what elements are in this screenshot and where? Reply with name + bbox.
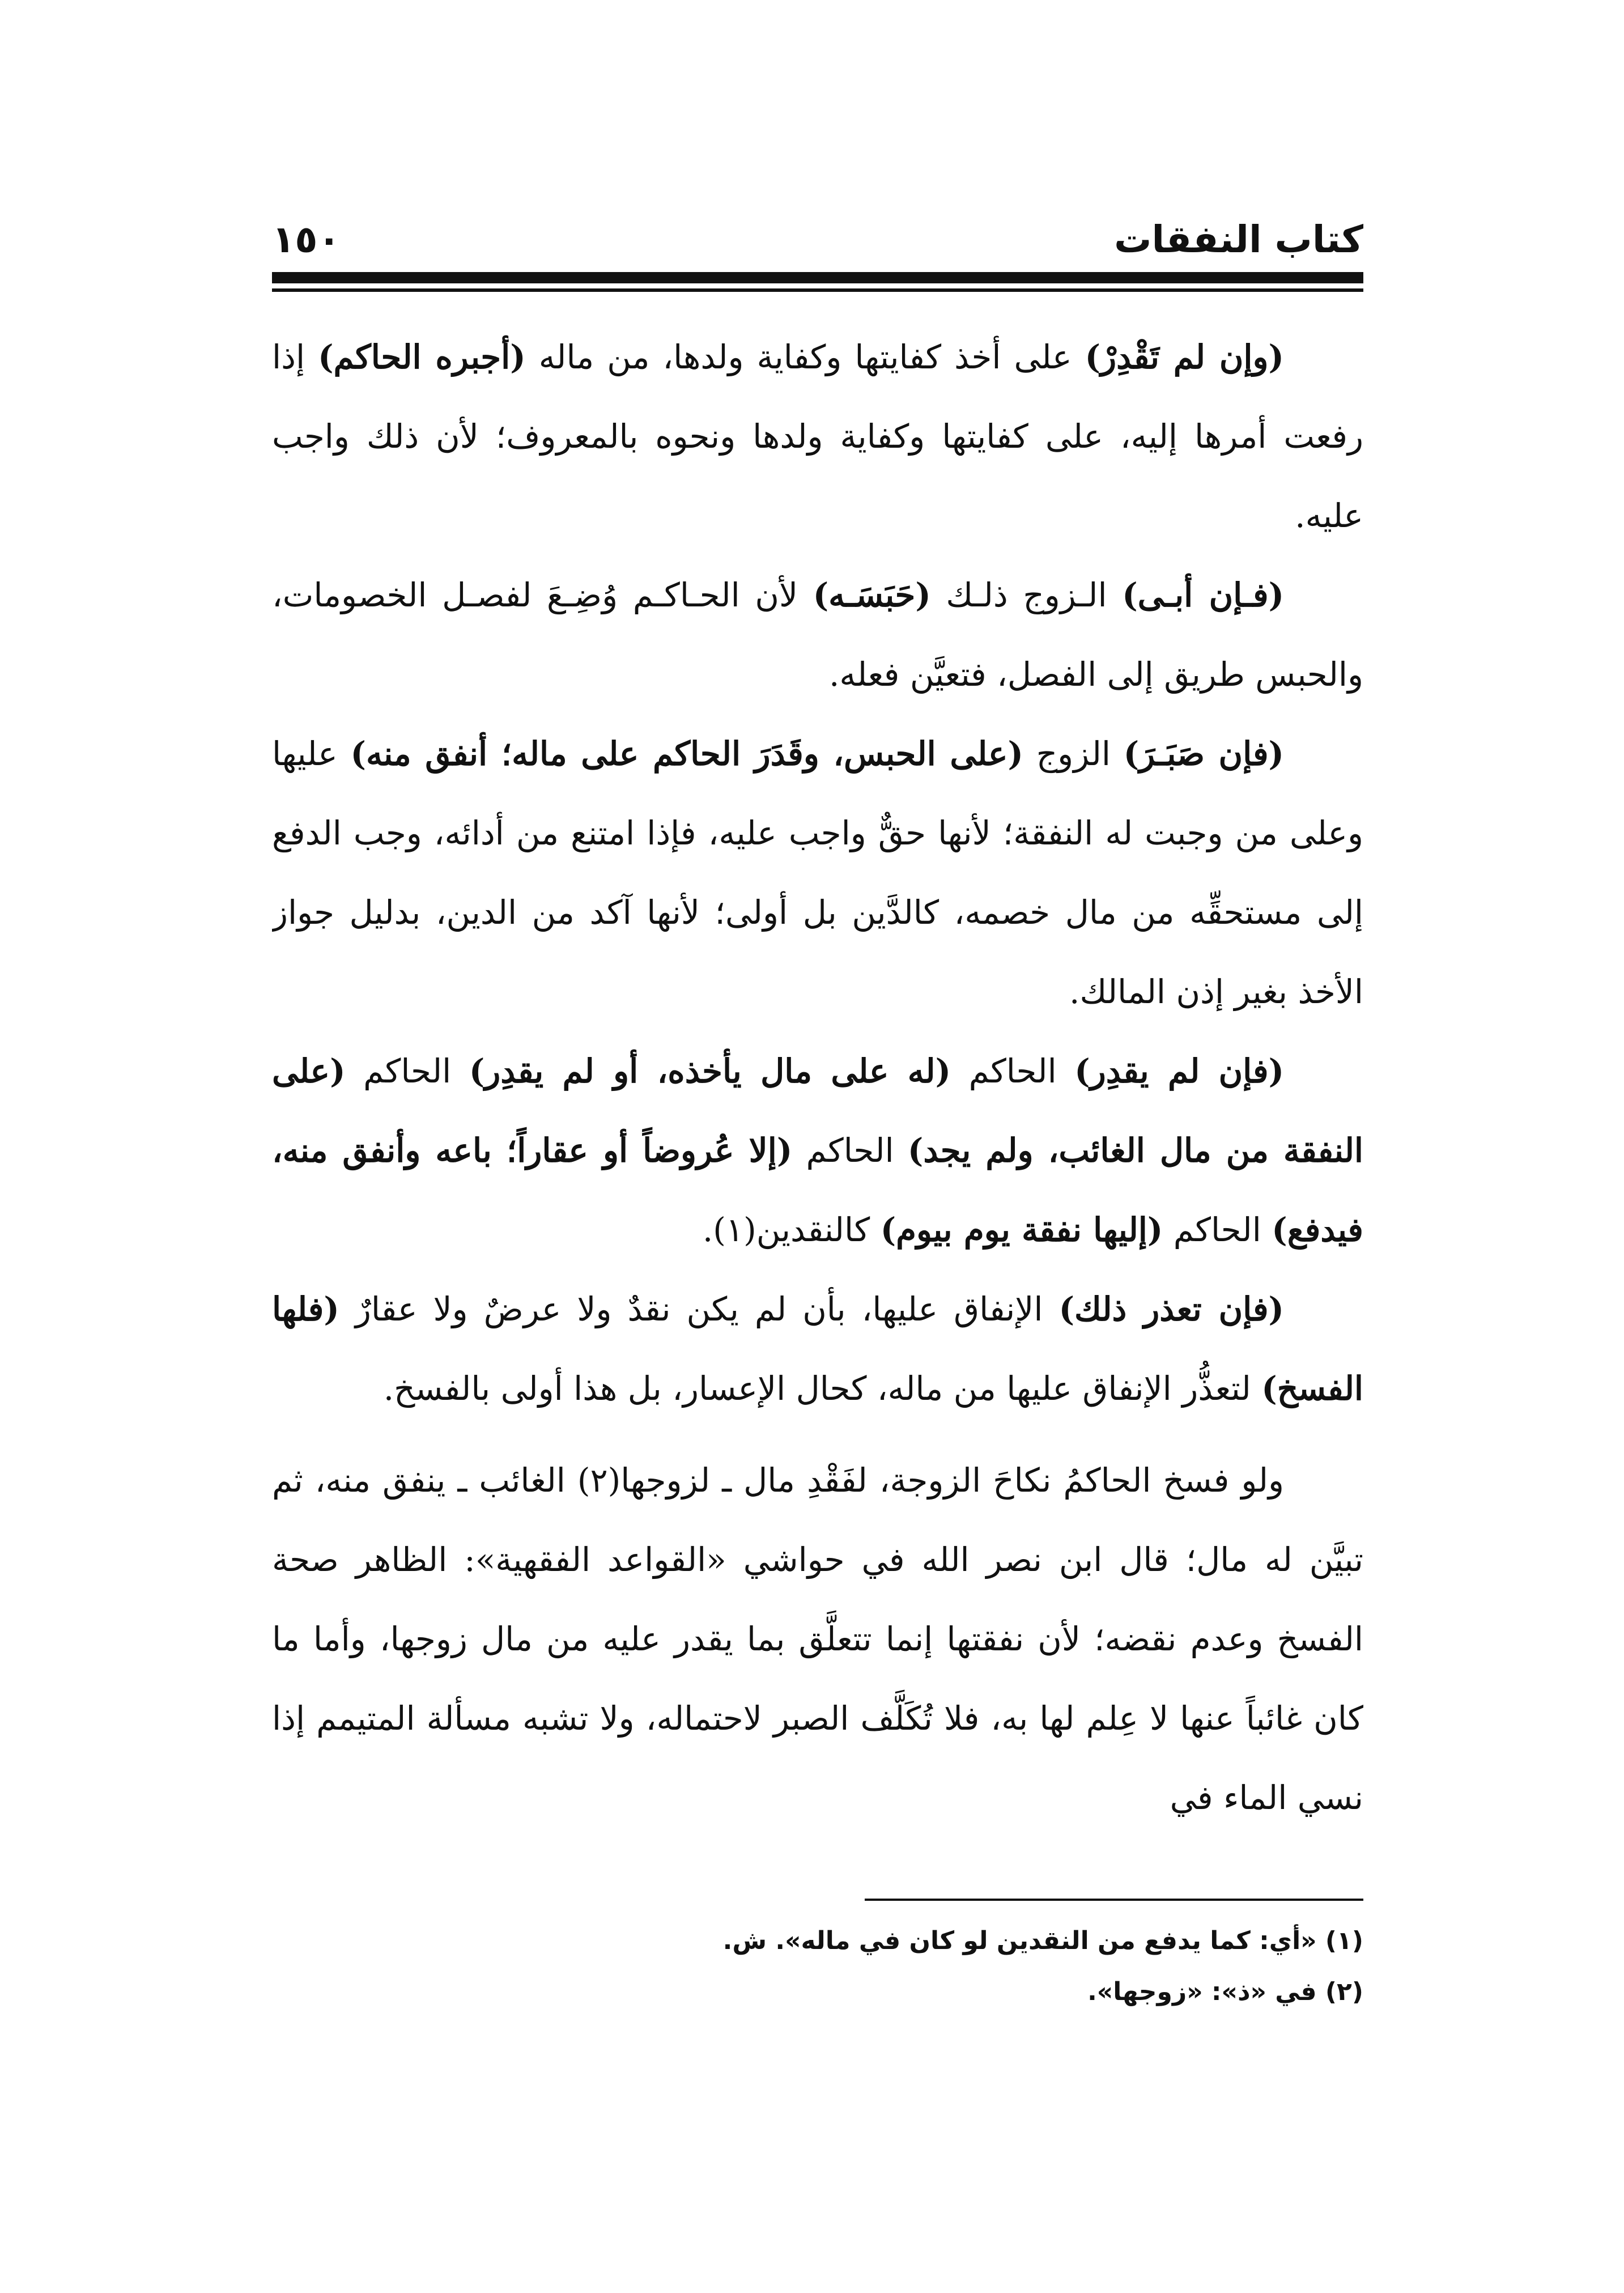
footnote-2: (٢) في «ذ»: «زوجها». bbox=[1087, 1977, 1363, 2006]
sharh-text: الحاكم bbox=[951, 1052, 1075, 1090]
bold-matn-text: (فإن صَبَـرَ) bbox=[1123, 734, 1284, 773]
sharh-text: الـزوج ذلـك bbox=[930, 576, 1123, 614]
bold-matn-text: (وإن لم تَقْدِرْ) bbox=[1085, 338, 1285, 376]
paragraph bbox=[272, 317, 1363, 555]
sharh-text: ولو فسخ الحاكمُ نكاحَ الزوجة، لفَقْدِ مال ـ لزوجها(٢) الغائب ـ ينفق منه، ثم تبيَّن له مال؛ قال ابن نصر الله في حواشي «القواعد الفقهية»: الظاهر صحة الفسخ وعدم نقضه؛ لأن نفقتها إنما تتعلَّق بما يقدر عليه من مال زوجها، وأما ما كان غائباً عنها لا عِلم لها به، فلا تُكَلَّف الصبر لاحتماله، ولا تشبه مسألة المتيمم إذا نسي الماء في bbox=[272, 1461, 1363, 1817]
paragraph bbox=[272, 714, 1363, 1031]
header-rule bbox=[272, 272, 1363, 292]
footnote-divider bbox=[865, 1899, 1363, 1901]
header-rule-thin bbox=[272, 288, 1363, 292]
paragraph bbox=[272, 1441, 1363, 1825]
bold-matn-text: (له على مال يأخذه، أو لم يقدِر) bbox=[469, 1052, 951, 1090]
page-number: ١٥٠ bbox=[272, 218, 341, 261]
bold-matn-text: (فإن تعذر ذلك) bbox=[1058, 1290, 1285, 1328]
bold-matn-text: (حَبَسَـه) bbox=[813, 576, 931, 614]
bold-matn-text: (على الحبس، وقَدَرَ الحاكم على ماله؛ أنفق منه) bbox=[350, 734, 1023, 773]
book-title: كتاب النفقات bbox=[1114, 218, 1363, 261]
sharh-text: عليها وعلى من وجبت له النفقة؛ لأنها حقٌّ واجب عليه، فإذا امتنع من أدائه، وجب الدفع إلى مستحقِّه من مال خصمه، كالدَّين بل أولى؛ لأنها آكد من الدين، بدليل جواز الأخذ بغير إذن المالك. bbox=[272, 734, 1363, 1011]
bold-matn-text: (فإن لم يقدِر) bbox=[1074, 1052, 1285, 1090]
sharh-text: على أخذ كفايتها وكفاية ولدها، من ماله bbox=[525, 338, 1085, 376]
bold-matn-text: (إلا عُروضاً أو عقاراً؛ باعه وأنفق منه، فيدفع) bbox=[272, 1131, 1363, 1249]
sharh-text: الإنفاق عليها، بأن لم يكن نقدٌ ولا عرضٌ ولا عقارٌ bbox=[339, 1290, 1059, 1328]
bold-matn-text: (فـإن أبـى) bbox=[1122, 576, 1285, 614]
bold-matn-text: (إليها نفقة يوم بيوم) bbox=[880, 1211, 1163, 1249]
sharh-text: إذا رفعت أمرها إليه، على كفايتها وكفاية ولدها ونحوه بالمعروف؛ لأن ذلك واجب عليه. bbox=[272, 338, 1363, 535]
footnote-1: (١) «أي: كما يدفع من النقدين لو كان في ماله». ش. bbox=[722, 1926, 1363, 1955]
sharh-text: لأن الحـاكـم وُضِـعَ لفصـل الخصومات، والحبس طريق إلى الفصل، فتعيَّن فعله. bbox=[272, 576, 1363, 694]
bold-matn-text: (فلها الفسخ) bbox=[272, 1290, 1363, 1408]
bold-matn-text: (على النفقة من مال الغائب، ولم يجد) bbox=[272, 1052, 1363, 1170]
sharh-text: الزوج bbox=[1023, 734, 1124, 773]
sharh-text: الحاكم bbox=[345, 1052, 469, 1090]
sharh-text: الحاكم bbox=[792, 1131, 908, 1170]
sharh-text: الحاكم bbox=[1163, 1211, 1272, 1249]
running-header bbox=[272, 214, 1363, 265]
sharh-text: لتعذُّر الإنفاق عليها من ماله، كحال الإعسار، بل هذا أولى بالفسخ. bbox=[383, 1369, 1262, 1408]
footnotes bbox=[272, 1916, 1363, 2018]
paragraph bbox=[272, 555, 1363, 714]
paragraph bbox=[272, 1031, 1363, 1269]
paragraph bbox=[272, 1269, 1363, 1428]
header-rule-thick bbox=[272, 272, 1363, 283]
main-text bbox=[272, 317, 1363, 1825]
bold-matn-text: (أجبره الحاكم) bbox=[318, 338, 526, 376]
sharh-text: كالنقدين(١). bbox=[702, 1211, 881, 1249]
